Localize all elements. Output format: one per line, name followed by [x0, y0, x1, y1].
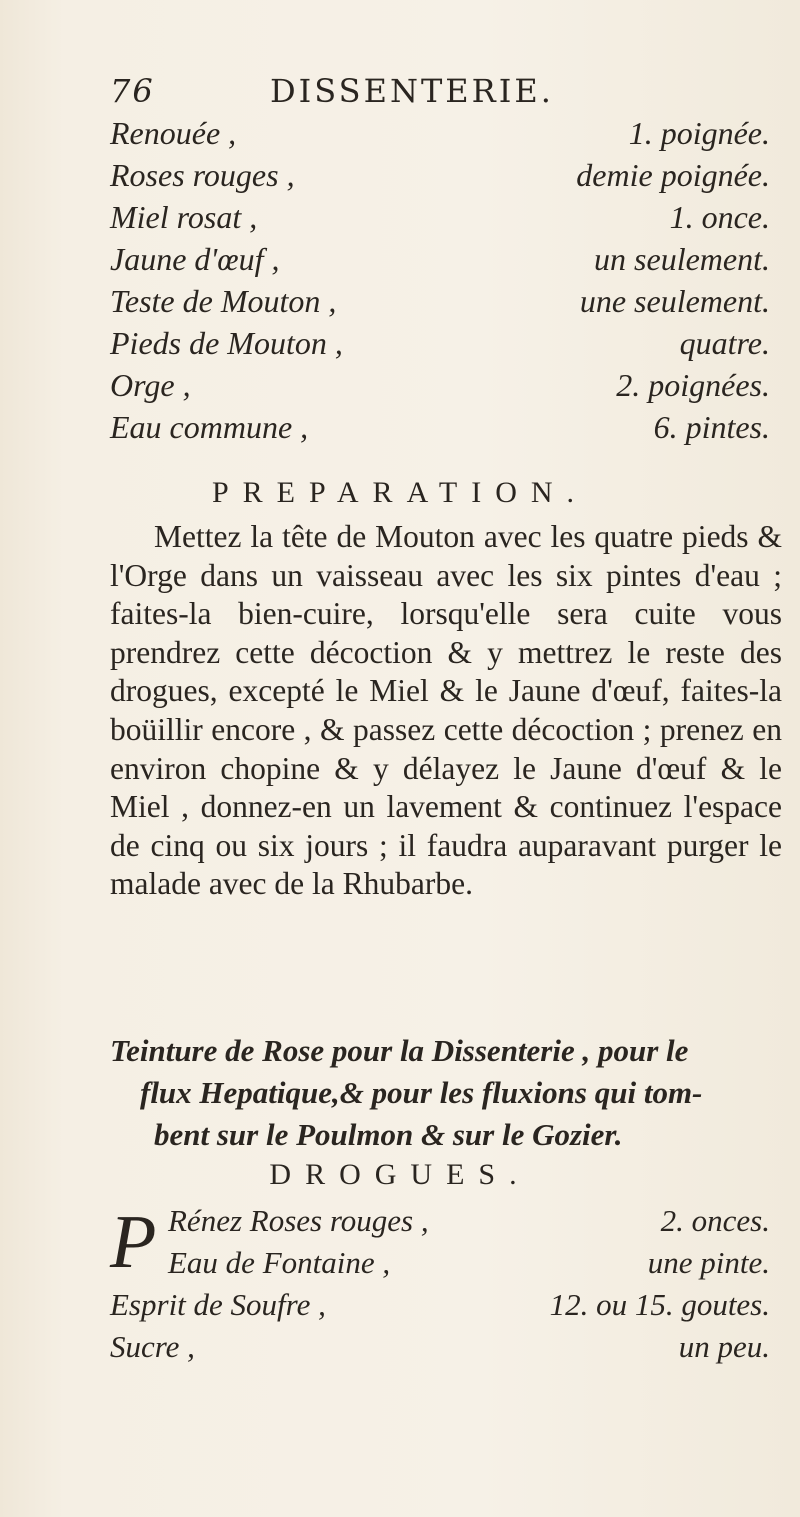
ingredient-quantity: demie poignée. — [576, 157, 770, 193]
drop-cap: P — [110, 1200, 157, 1284]
drug-quantity: 2. onces. — [660, 1203, 770, 1238]
drug-quantity: 12. ou 15. goutes. — [549, 1287, 770, 1322]
ingredient-quantity: un seulement. — [594, 241, 770, 277]
ingredient-quantity: 6. pintes. — [653, 409, 770, 445]
drug-row — [110, 1284, 770, 1326]
ingredient-list — [110, 112, 770, 448]
ingredient-row — [110, 154, 770, 196]
running-head — [110, 72, 730, 112]
drug-name: Eau de Fontaine , — [168, 1245, 391, 1280]
ingredient-row — [110, 196, 770, 238]
ingredient-name: Miel rosat , — [110, 199, 258, 235]
ingredient-name: Renouée , — [110, 115, 237, 151]
recipe-title-line: flux Hepatique,& pour les fluxions qui tom- — [140, 1075, 703, 1110]
drug-name: Esprit de Soufre , — [110, 1287, 326, 1322]
ingredient-row — [110, 406, 770, 448]
drug-name: Rénez Roses rouges , — [168, 1203, 429, 1238]
ingredient-quantity: 2. poignées. — [616, 367, 770, 403]
drug-row — [110, 1242, 770, 1284]
drug-name: Sucre , — [110, 1329, 195, 1364]
drug-row — [110, 1326, 770, 1368]
ingredient-name: Pieds de Mouton , — [110, 325, 343, 361]
ingredient-row — [110, 322, 770, 364]
recipe-title-line: bent sur le Poulmon & sur le Gozier. — [154, 1117, 623, 1152]
ingredient-quantity: 1. poignée. — [628, 115, 770, 151]
recipe-title-line: Teinture de Rose pour la Dissenterie , pour le — [110, 1033, 689, 1068]
preparation-heading: PREPARATION. — [211, 476, 589, 509]
ingredient-name: Eau commune , — [110, 409, 309, 445]
ingredient-name: Jaune d'œuf , — [110, 241, 280, 277]
preparation-paragraph: Mettez la tête de Mouton avec les quatre pieds & l'Orge dans un vaisseau avec les six pintes d'eau ; faites-la bien-cuire, lorsqu'elle sera cuite vous prendrez cette décoction & y mettrez le reste des drogues, excepté le Miel & le Jaune d'œuf, faites-la boüillir encore , & passez cette décoction ; prenez en environ chopine & y délayez le Jaune d'œuf & le Miel , donnez-en un lavement & continuez l'espace de cinq ou six jours ; il faudra auparavant purger le malade avec de la Rhubarbe. — [110, 519, 782, 902]
drug-quantity: un peu. — [678, 1329, 770, 1364]
ingredient-quantity: 1. once. — [669, 199, 770, 235]
drug-list — [110, 1200, 770, 1368]
ingredient-name: Orge , — [110, 367, 191, 403]
ingredient-row — [110, 112, 770, 154]
drug-row — [110, 1200, 770, 1242]
recipe-title — [110, 1030, 790, 1156]
ingredient-row — [110, 238, 770, 280]
running-title: DISSENTERIE. — [270, 72, 554, 110]
ingredient-name: Roses rouges , — [110, 157, 295, 193]
page-number: 76 — [110, 72, 155, 110]
ingredient-quantity: une seulement. — [579, 283, 770, 319]
ingredient-name: Teste de Mouton , — [110, 283, 337, 319]
drugs-heading: DROGUES. — [269, 1158, 531, 1191]
ingredient-row — [110, 280, 770, 322]
ingredient-row — [110, 364, 770, 406]
ingredient-quantity: quatre. — [679, 325, 770, 361]
drug-quantity: une pinte. — [647, 1245, 770, 1280]
